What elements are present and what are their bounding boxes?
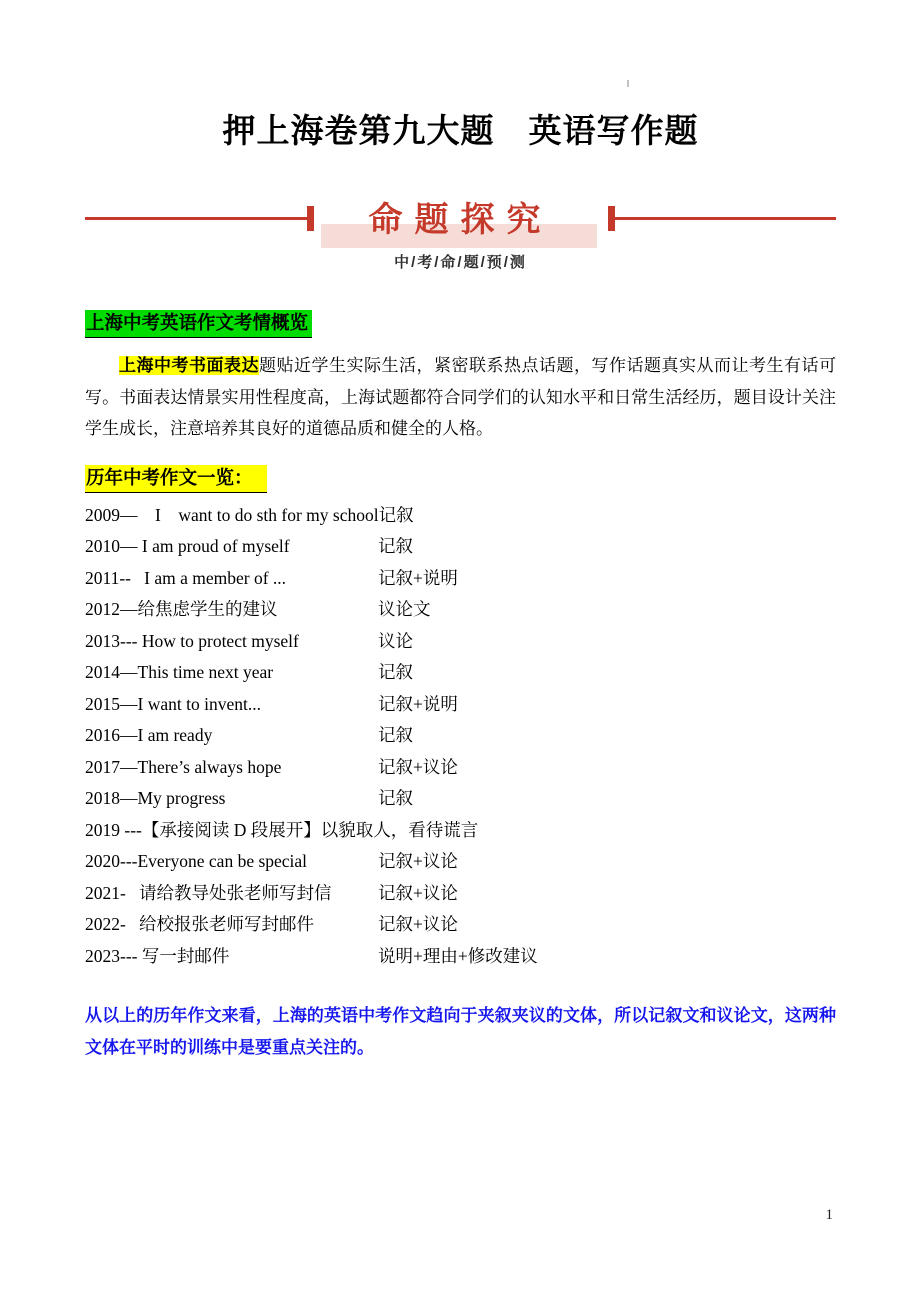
- history-row-2010: [85, 531, 836, 563]
- essay-genre: 记叙: [378, 536, 413, 556]
- history-row-2014: [85, 657, 836, 689]
- stray-ink-mark: [627, 80, 629, 87]
- essay-topic: 2020---Everyone can be special: [85, 851, 308, 871]
- essay-genre: 记叙+议论: [378, 914, 458, 934]
- essay-genre: 议论文: [378, 599, 431, 619]
- page-number: 1: [825, 1207, 833, 1223]
- essay-genre: 记叙+议论: [378, 756, 458, 777]
- essay-topic: 2018—My progress: [85, 788, 226, 808]
- history-row-2020: [85, 846, 836, 878]
- banner-subtitle: 中/考/命/题/预/测: [394, 254, 527, 271]
- banner-right-rule: [615, 217, 836, 220]
- banner-title: 命题探究: [368, 201, 553, 239]
- essay-topic: 2016—I am ready: [85, 725, 213, 745]
- essay-topic: 2017—There’s always hope: [85, 756, 282, 777]
- overview-body-text: 题贴近学生实际生活，紧密联系热点话题，写作话题真实从而让考生有话可写。书面表达情景实用性程度高，上海试题都符合同学们的认知水平和日常生活经历，题目设计关注学生成长，注意培养其良好的道德品质和健全的人格。: [85, 356, 836, 438]
- history-row-2015: [85, 689, 836, 721]
- essay-topic: 2021- 请给教导处张老师写封信: [85, 882, 332, 903]
- overview-heading: 上海中考英语作文考情概览: [85, 310, 312, 338]
- essay-topic: 2014—This time next year: [85, 662, 274, 682]
- essay-topic: 2011-- I am a member of ...: [85, 567, 287, 588]
- history-row-2023: [85, 941, 836, 973]
- essay-genre: 记叙: [378, 788, 413, 808]
- history-row-2013: [85, 626, 836, 658]
- overview-lead-highlight: 上海中考书面表达: [119, 356, 259, 375]
- history-row-2022: [85, 909, 836, 941]
- essay-genre: 记叙+说明: [378, 567, 458, 588]
- essay-topic: 2009— I want to do sth for my school: [85, 504, 379, 525]
- history-row-2018: [85, 783, 836, 815]
- exam-prediction-banner: [85, 198, 836, 248]
- history-row-2017: [85, 752, 836, 784]
- history-row-2019: [85, 815, 836, 847]
- essay-topic: 2019 ---【承接阅读 D 段展开】以貌取人，看待谎言: [85, 819, 479, 840]
- essay-genre: 说明+理由+修改建议: [378, 945, 538, 966]
- essay-genre: 记叙+议论: [378, 851, 458, 871]
- essay-topic: 2023--- 写一封邮件: [85, 945, 230, 966]
- essay-history-list: [85, 500, 836, 973]
- history-row-2011: [85, 563, 836, 595]
- essay-genre: 议论: [378, 630, 413, 651]
- history-row-2012: [85, 594, 836, 626]
- banner-right-tick: [608, 206, 615, 231]
- essay-topic: 2010— I am proud of myself: [85, 536, 290, 556]
- overview-paragraph: [85, 350, 836, 445]
- essay-genre: 记叙: [378, 504, 414, 525]
- history-row-2021: [85, 878, 836, 910]
- page-title: 押上海卷第九大题 英语写作题: [222, 114, 699, 150]
- history-row-2016: [85, 720, 836, 752]
- essay-genre: 记叙+议论: [378, 882, 458, 903]
- history-row-2009: [85, 500, 836, 532]
- essay-topic: 2013--- How to protect myself: [85, 630, 299, 651]
- essay-topic: 2022- 给校报张老师写封邮件: [85, 914, 314, 934]
- essay-genre: 记叙: [378, 662, 413, 682]
- essay-topic: 2015—I want to invent...: [85, 693, 261, 714]
- essay-genre: 记叙+说明: [378, 693, 458, 714]
- conclusion-paragraph: 从以上的历年作文来看，上海的英语中考作文趋向于夹叙夹议的文体，所以记叙文和议论文，这两种文体在平时的训练中是要重点关注的。: [85, 1006, 836, 1057]
- history-heading: 历年中考作文一览：: [85, 465, 267, 493]
- essay-topic: 2012—给焦虑学生的建议: [85, 599, 278, 619]
- essay-genre: 记叙: [378, 725, 413, 745]
